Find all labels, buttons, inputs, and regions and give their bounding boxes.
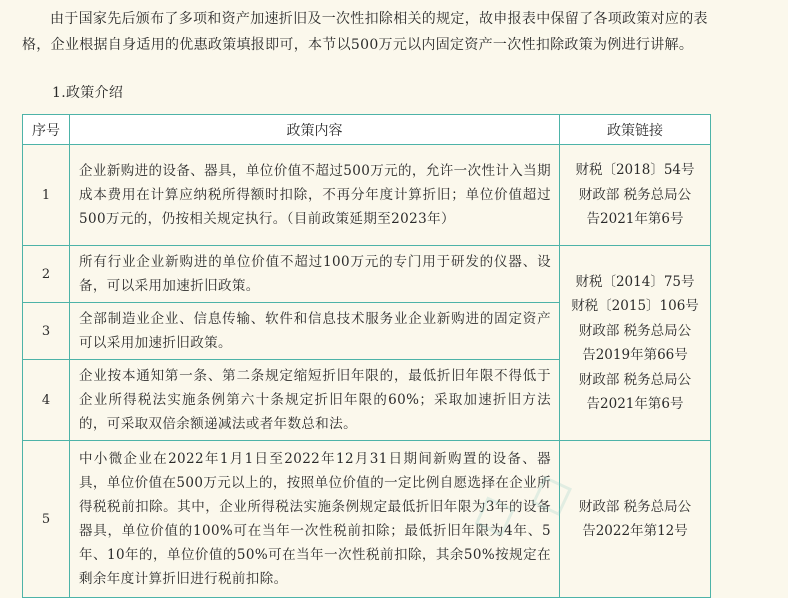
link-line: 财政部 税务总局公 [578, 371, 692, 388]
table-row [23, 246, 711, 303]
row-number: 1 [23, 145, 70, 246]
policy-content: 企业新购进的设备、器具，单位价值不超过500万元的，允许一次性计入当期成本费用在计算应纳税所得额时扣除，不再分年度计算折旧；单位价值超过500万元的，仍按相关规定执行。（目前政策延期至2023年） [70, 145, 560, 246]
policy-table [22, 114, 711, 598]
link-line: 告2021年第6号 [586, 396, 684, 412]
policy-link [560, 441, 711, 598]
link-line: 告2021年第6号 [586, 211, 684, 228]
link-line: 财税〔2015〕106号 [571, 298, 699, 314]
watermark: ◇ ◇ [462, 454, 582, 551]
link-line: 财税〔2018〕54号 [575, 162, 695, 179]
link-line: 财政部 税务总局公 [578, 498, 692, 515]
row-number: 5 [23, 441, 70, 598]
policy-content: 中小微企业在2022年1月1日至2022年12月31日期间新购置的设备、器具，单位价值在500万元以上的，按照单位价值的一定比例自愿选择在企业所得税税前扣除。其中，企业所得税法实施条例规定最低折旧年限为3年的设备器具，单位价值的100%可在当年一次性税前扣除；最低折旧年限为4年、5年、10年的，单位价值的50%可在当年一次性税前扣除，其余50%按规定在剩余年度计算折旧进行税前扣除。 [70, 441, 560, 598]
policy-content: 企业按本通知第一条、第二条规定缩短折旧年限的，最低折旧年限不得低于企业所得税法实施条例第六十条规定折旧年限的60%；采取加速折旧方法的，可采取双倍余额递减法或者年数总和法。 [70, 360, 560, 441]
link-line: 告2019年第66号 [582, 347, 688, 363]
table-row [23, 145, 711, 246]
link-line: 财政部 税务总局公 [578, 186, 692, 203]
header-link: 政策链接 [560, 115, 711, 145]
row-number: 3 [23, 303, 70, 360]
header-content: 政策内容 [70, 115, 560, 145]
link-line: 财政部 税务总局公 [578, 322, 692, 339]
table-header-row [23, 115, 711, 145]
link-line: 财税〔2014〕75号 [575, 273, 695, 290]
policy-link-merged [560, 246, 711, 441]
table-row [23, 441, 711, 598]
policy-content: 全部制造业企业、信息传输、软件和信息技术服务业企业新购进的固定资产可以采用加速折旧政策。 [70, 303, 560, 360]
row-number: 2 [23, 246, 70, 303]
row-number: 4 [23, 360, 70, 441]
intro-paragraph: 由于国家先后颁布了多项和资产加速折旧及一次性扣除相关的规定，故申报表中保留了各项政策对应的表格，企业根据自身适用的优惠政策填报即可，本节以500万元以内固定资产一次性扣除政策为例进行讲解。 [22, 11, 708, 53]
header-no: 序号 [23, 115, 70, 145]
policy-link [560, 145, 711, 246]
section-title: 1.政策介绍 [52, 85, 124, 101]
link-line: 告2022年第12号 [582, 523, 688, 539]
policy-content: 所有行业企业新购进的单位价值不超过100万元的专门用于研发的仪器、设备，可以采用加速折旧政策。 [70, 246, 560, 303]
